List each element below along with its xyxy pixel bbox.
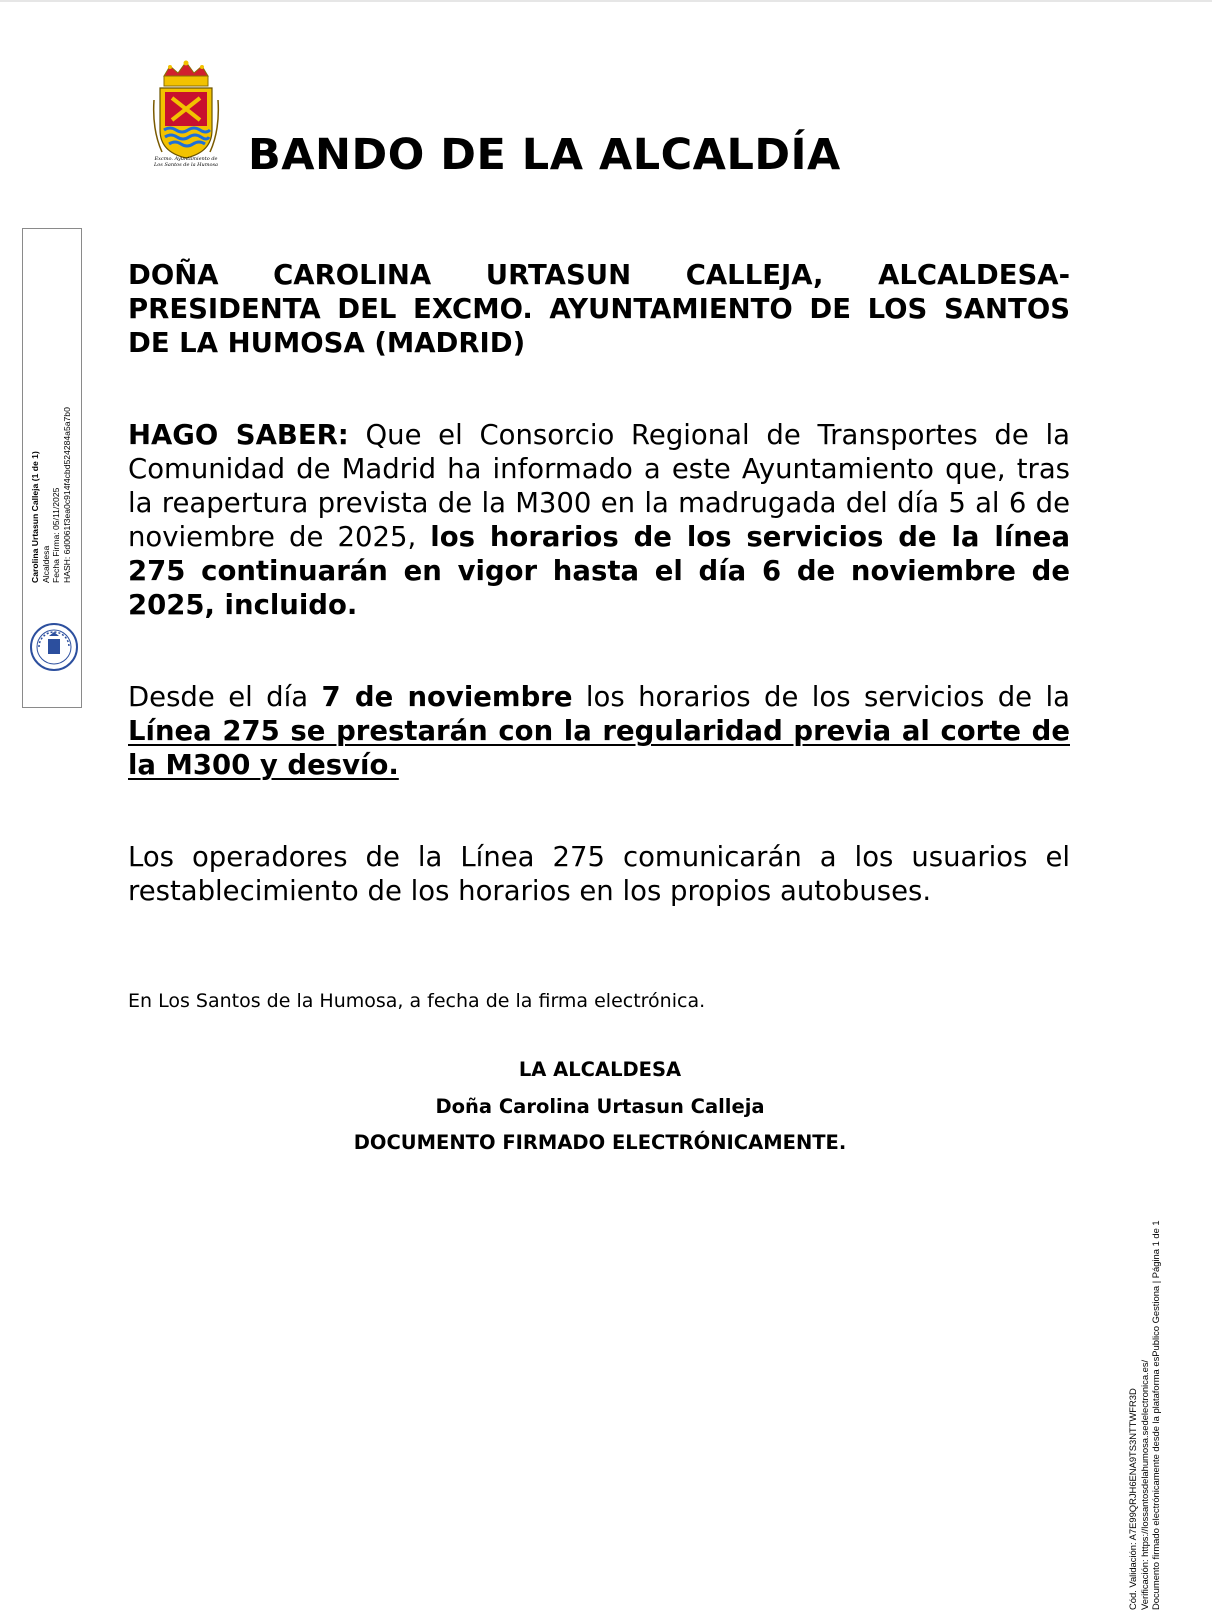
signature-box-text (30, 353, 72, 583)
paragraph2-bold: 7 de noviembre (321, 681, 573, 713)
paragraph1-bold: los horarios de los servicios de la línea 275 continuarán en vigor hasta el día 6 de noviembre de 2025, incluido. (128, 521, 1071, 621)
signature-role: LA ALCALDESA (518, 1058, 682, 1081)
signer-line: Carolina Urtasun Calleja (1 de 1) (30, 451, 40, 583)
dateline: En Los Santos de la Humosa, a fecha de la firma electrónica. (128, 990, 706, 1012)
signature-block (200, 1060, 1000, 1170)
signer-role-line: Alcaldesa (40, 545, 51, 583)
hash-line: HASH: 6d0061f3ea0c914f4cbd524284a5a7b0 (61, 407, 72, 583)
emblem-caption-line2: Los Santos de la Humosa (153, 162, 219, 168)
platform-line: Documento firmado electrónicamente desde la plataforma esPublico Gestiona | Página 1 de 1 (1150, 1220, 1161, 1610)
verification-url-line: Verificación: https://lossantosdelahumosa.sedelectronica.es/ (1138, 1359, 1150, 1610)
paragraph-operadores: Los operadores de la Línea 275 comunicarán a los usuarios el restablecimiento de los horarios en los propios autobuses. (128, 841, 1070, 907)
official-seal-icon (29, 622, 79, 672)
paragraph1-text: Que el Consorcio Regional de Transportes de la Comunidad de Madrid ha informado a este Ayuntamiento que, tras la reapertura prevista de la M300 en la madrugada del día 5 al 6 de noviembre de 2025, (128, 419, 1070, 553)
signature-note: DOCUMENTO FIRMADO ELECTRÓNICAMENTE. (353, 1131, 847, 1154)
authority-heading: DOÑA CAROLINA URTASUN CALLEJA, ALCALDESA-PRESIDENTA DEL EXCMO. AYUNTAMIENTO DE LOS SANTOS DE LA HUMOSA (MADRID) (128, 259, 1070, 359)
validation-code-line: Cód. Validación: A7E99QRJH6ENA9TS3NTTWFR3D (1127, 1388, 1138, 1610)
paragraph2-underlined: Línea 275 se prestarán con la regularidad previa al corte de la M300 y desvío. (128, 715, 1070, 781)
hago-saber-lead: HAGO SABER: (128, 419, 349, 451)
emblem-caption-line1: Excmo. Ayuntamiento de (154, 156, 218, 162)
validation-text (1127, 1090, 1162, 1610)
emblem-caption (150, 156, 222, 168)
paragraph2-text1: Desde el día (128, 681, 322, 713)
sign-date-line: Fecha Firma: 05/11/2025 (51, 487, 61, 583)
paragraph-desde (128, 680, 1070, 782)
paragraph2-text2: los horarios de los servicios de la (572, 681, 1070, 713)
paragraph-hago-saber (128, 418, 1070, 622)
top-rule (0, 0, 1212, 2)
page-title: BANDO DE LA ALCALDÍA (248, 130, 841, 180)
signature-name: Doña Carolina Urtasun Calleja (435, 1094, 765, 1118)
